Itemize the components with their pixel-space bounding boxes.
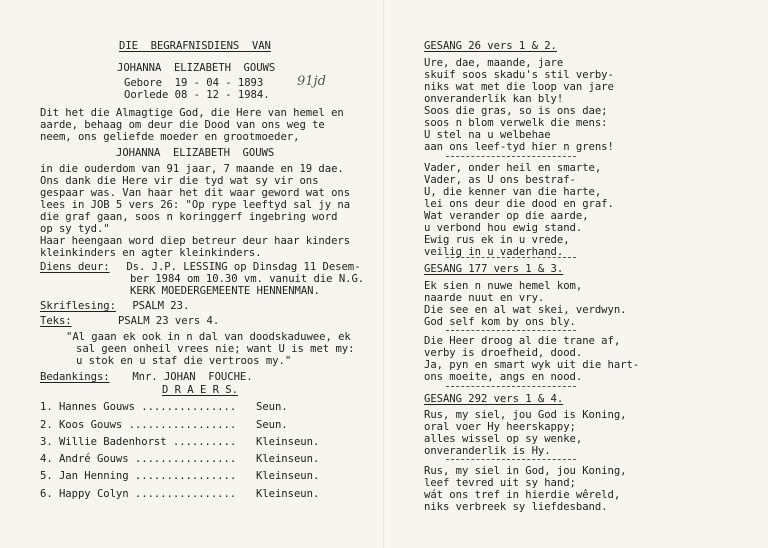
verse-divider bbox=[446, 330, 576, 331]
page-fold bbox=[383, 0, 385, 548]
hymn-line: aan ons leef-tyd hier n grens! bbox=[424, 141, 614, 153]
hymn-title: GESANG 177 vers 1 & 3. bbox=[424, 263, 564, 275]
hymn-line: Ure, dae, maande, jare bbox=[424, 57, 564, 69]
intro-line: Dit het die Almagtige God, die Here van hemel en bbox=[40, 107, 344, 119]
verse-divider bbox=[446, 156, 576, 157]
hymn-line: U, die kenner van die harte, bbox=[424, 186, 602, 198]
death-date: Oorlede 08 - 12 - 1984. bbox=[124, 89, 270, 101]
hymn-line: Die Heer droog al die trane af, bbox=[424, 335, 621, 347]
hymn-line: oral voer Hy heerskappy; bbox=[424, 421, 576, 433]
scripture-label: Skriflesing: bbox=[40, 300, 116, 312]
scripture-text: PSALM 23. bbox=[126, 300, 190, 312]
service-text: Ds. J.P. LESSING op Dinsdag 11 Desem- bbox=[120, 261, 361, 273]
hymn-line: U stel na u welbehae bbox=[424, 129, 551, 141]
hymn-line: naarde nuut en vry. bbox=[424, 292, 545, 304]
thanks-label: Bedankings: bbox=[40, 371, 110, 383]
hymn-line: Ek sien n nuwe hemel kom, bbox=[424, 280, 583, 292]
body-line: in die ouderdom van 91 jaar, 7 maande en 19 dae. bbox=[40, 163, 344, 175]
list-item: 1. Hannes Gouws ............... Seun. bbox=[40, 401, 288, 413]
hymn-line: Wat verander op die aarde, bbox=[424, 210, 589, 222]
hymn-line: u verbond hou ewig stand. bbox=[424, 222, 583, 234]
hymn-line: onveranderlik kan bly! bbox=[424, 93, 564, 105]
bearers-title: D R A E R S. bbox=[162, 384, 238, 396]
hymn-line: niks wat met die loop van jare bbox=[424, 81, 614, 93]
body-line: die graf gaan, soos n koringgerf ingebring word bbox=[40, 211, 338, 223]
verse-divider bbox=[446, 257, 576, 258]
hymn-line: onveranderlik is Hy. bbox=[424, 445, 551, 457]
hymn-line: God self kom by ons bly. bbox=[424, 316, 576, 328]
body-line: op sy tyd." bbox=[40, 223, 110, 235]
list-item: 3. Willie Badenhorst .......... Kleinseun. bbox=[40, 436, 320, 448]
hymn-line: skuif soos skadu's stil verby- bbox=[424, 69, 614, 81]
body-line: kleinkinders en agter kleinkinders. bbox=[40, 247, 262, 259]
verse-divider bbox=[446, 459, 576, 460]
hymn-line: Rus, my siel in God, jou Koning, bbox=[424, 465, 627, 477]
body-line: gespaar was. Van haar het dit waar geword wat ons bbox=[40, 187, 351, 199]
programme-title: DIE BEGRAFNISDIENS VAN bbox=[119, 40, 271, 52]
quote-line: "Al gaan ek ook in n dal van doodskaduwee, ek bbox=[66, 331, 351, 343]
hymn-line: wát ons tref in hierdie wêreld, bbox=[424, 489, 621, 501]
body-line: Ons dank die Here vir die tyd wat sy vir ons bbox=[40, 175, 319, 187]
service-label: Diens deur: bbox=[40, 261, 110, 273]
verse-divider bbox=[446, 386, 576, 387]
list-item: 5. Jan Henning ................ Kleinseun. bbox=[40, 470, 320, 482]
text-reference: PSALM 23 vers 4. bbox=[80, 315, 220, 327]
body-line: lees in JOB 5 vers 26: "Op rype leeftyd sal jy na bbox=[40, 199, 351, 211]
hymn-line: niks verbreek sy liefdesband. bbox=[424, 501, 608, 513]
hymn-line: ons moeite, angs en nood. bbox=[424, 371, 583, 383]
hymn-line: Ja, pyn en smart wyk uit die hart- bbox=[424, 359, 640, 371]
text-label: Teks: bbox=[40, 315, 72, 327]
thanks-text: Mnr. JOHAN FOUCHE. bbox=[126, 371, 253, 383]
hymn-line: leef tevred uit sy hand; bbox=[424, 477, 576, 489]
quote-line: sal geen onheil vrees nie; want U is met my: bbox=[76, 343, 355, 355]
handwritten-note: 91jd bbox=[297, 74, 326, 89]
hymn-line: veilig in u vaderhand. bbox=[424, 246, 564, 258]
hymn-line: alles wissel op sy wenke, bbox=[424, 433, 583, 445]
deceased-name: JOHANNA ELIZABETH GOUWS bbox=[117, 62, 276, 74]
deceased-name-repeat: JOHANNA ELIZABETH GOUWS bbox=[116, 147, 275, 159]
list-item: 2. Koos Gouws ................. Seun. bbox=[40, 419, 288, 431]
birth-date: Gebore 19 - 04 - 1893 bbox=[124, 77, 264, 89]
service-text: KERK MOEDERGEMEENTE HENNENMAN. bbox=[130, 285, 320, 297]
hymn-line: verby is droefheid, dood. bbox=[424, 347, 583, 359]
quote-line: u stok en u staf die vertroos my." bbox=[76, 355, 292, 367]
intro-line: aarde, behaag om deur die Dood van ons weg te bbox=[40, 119, 325, 131]
hymn-title: GESANG 292 vers 1 & 4. bbox=[424, 393, 564, 405]
intro-line: neem, ons geliefde moeder en grootmoeder, bbox=[40, 131, 300, 143]
body-line: Haar heengaan word diep betreur deur haar kinders bbox=[40, 235, 351, 247]
list-item: 6. Happy Colyn ................ Kleinseun. bbox=[40, 488, 320, 500]
hymn-line: Vader, onder heil en smarte, bbox=[424, 162, 602, 174]
hymn-line: Die see en al wat skei, verdwyn. bbox=[424, 304, 627, 316]
hymn-line: Ewig rus ek in u vrede, bbox=[424, 234, 570, 246]
service-text: ber 1984 om 10.30 vm. vanuit die N.G. bbox=[130, 273, 365, 285]
hymn-title: GESANG 26 vers 1 & 2. bbox=[424, 40, 557, 52]
hymn-line: soos n blom verwelk die mens: bbox=[424, 117, 608, 129]
hymn-line: Rus, my siel, jou God is Koning, bbox=[424, 409, 627, 421]
hymn-line: lei ons deur die dood en graf. bbox=[424, 198, 614, 210]
hymn-line: Vader, as U ons bestraf- bbox=[424, 174, 576, 186]
hymn-line: Soos die gras, so is ons dae; bbox=[424, 105, 608, 117]
list-item: 4. André Gouws ................ Kleinseun. bbox=[40, 453, 320, 465]
